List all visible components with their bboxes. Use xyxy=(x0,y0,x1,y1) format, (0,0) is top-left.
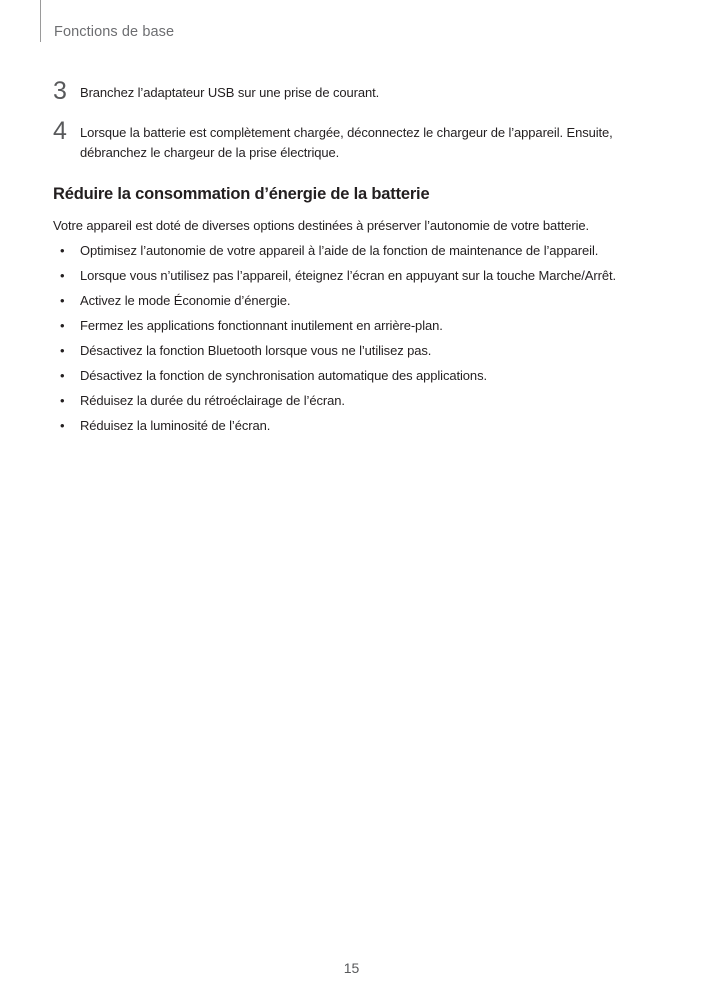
page-number: 15 xyxy=(343,960,360,976)
section-title: Réduire la consommation d’énergie de la batterie xyxy=(53,185,430,203)
list-item xyxy=(53,416,653,441)
list-item xyxy=(53,366,653,391)
list-item xyxy=(53,391,653,416)
list-item xyxy=(53,266,653,291)
list-item xyxy=(53,291,653,316)
list-item-text: Fermez les applications fonctionnant inutilement en arrière-plan. xyxy=(80,318,443,333)
list-item xyxy=(53,341,653,366)
list-item-text: Désactivez la fonction Bluetooth lorsque vous ne l’utilisez pas. xyxy=(80,343,432,358)
step-number: 4 xyxy=(53,117,67,145)
step-text: Lorsque la batterie est complètement chargée, déconnectez le chargeur de l’appareil. Ensuite, débranchez le chargeur de la prise électrique. xyxy=(80,125,613,160)
step-number: 3 xyxy=(53,77,67,105)
bullet-icon: • xyxy=(60,343,65,358)
list-item xyxy=(53,316,653,341)
section-label: Fonctions de base xyxy=(54,24,175,40)
bullet-icon: • xyxy=(60,393,65,408)
list-item-text: Réduisez la luminosité de l’écran. xyxy=(80,418,271,433)
bullet-icon: • xyxy=(60,268,65,283)
list-item-text: Réduisez la durée du rétroéclairage de l’écran. xyxy=(80,393,345,408)
step-text: Branchez l’adaptateur USB sur une prise de courant. xyxy=(80,85,380,100)
list-item-text: Lorsque vous n’utilisez pas l’appareil, éteignez l’écran en appuyant sur la touche Marche/Arrêt. xyxy=(80,268,616,283)
bullet-icon: • xyxy=(60,318,65,333)
list-item xyxy=(53,241,653,266)
header-divider xyxy=(40,0,41,42)
bullet-icon: • xyxy=(60,368,65,383)
bullet-icon: • xyxy=(60,418,65,433)
section-intro: Votre appareil est doté de diverses options destinées à préserver l’autonomie de votre batterie. xyxy=(53,218,590,233)
bullet-icon: • xyxy=(60,243,65,258)
list-item-text: Désactivez la fonction de synchronisation automatique des applications. xyxy=(80,368,487,383)
list-item-text: Optimisez l’autonomie de votre appareil à l’aide de la fonction de maintenance de l’appareil. xyxy=(80,243,599,258)
bullet-icon: • xyxy=(60,293,65,308)
tips-list xyxy=(53,241,653,441)
list-item-text: Activez le mode Économie d’énergie. xyxy=(80,293,291,308)
